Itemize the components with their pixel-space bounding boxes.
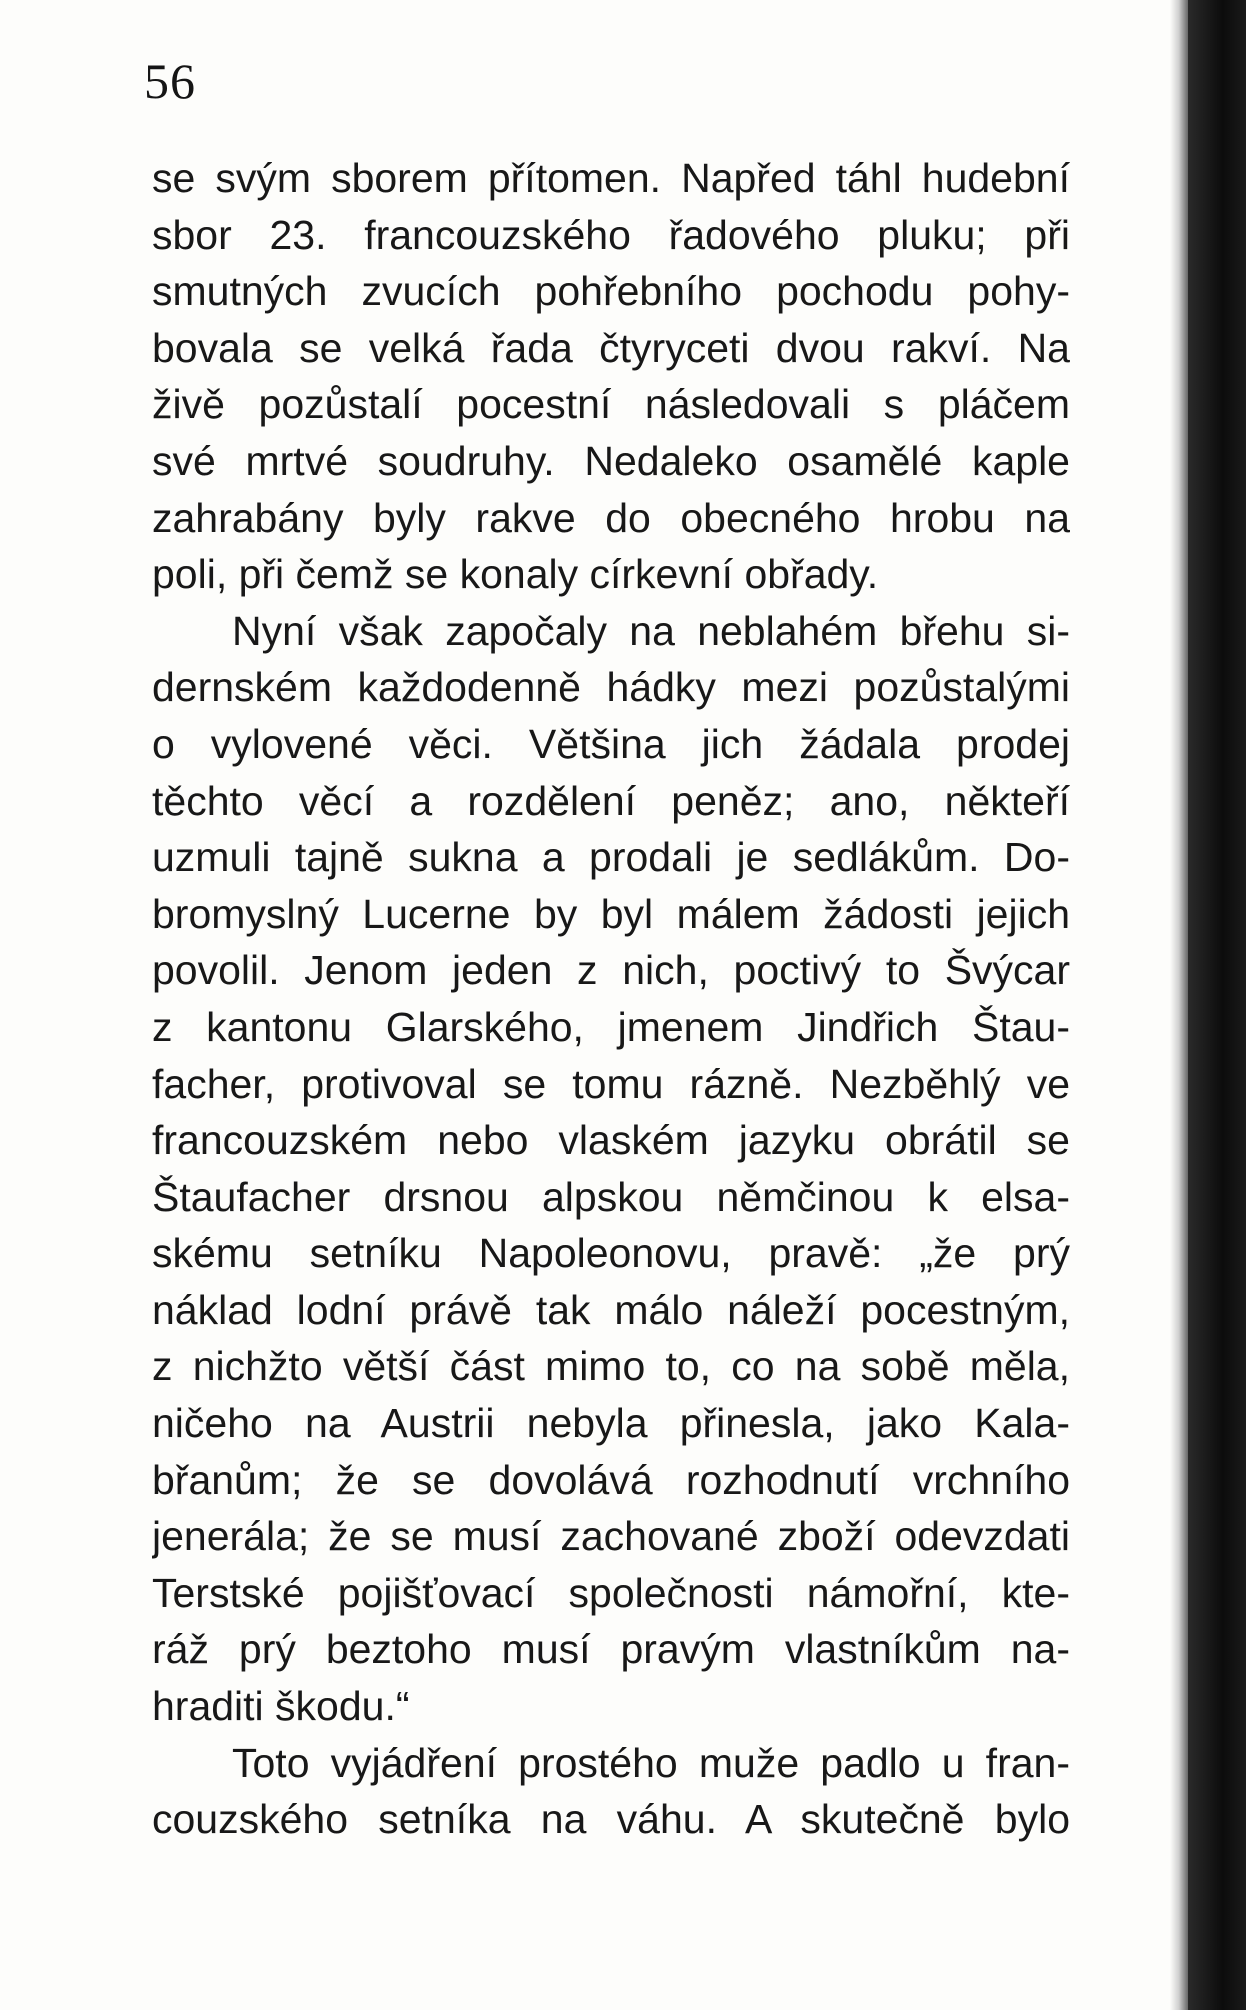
text-line: poli, při čemž se konaly církevní obřady. xyxy=(152,551,879,598)
text-line: povolil. Jenom jeden z nich, poctivý to Švýcar xyxy=(152,947,1070,994)
book-binding xyxy=(1188,0,1246,2010)
text-line: facher, protivoval se tomu rázně. Nezběhlý ve xyxy=(152,1060,1070,1107)
page-number: 56 xyxy=(144,53,196,109)
text-line: smutných zvucích pohřebního pochodu pohy- xyxy=(152,268,1070,315)
text-line: couzského setníka na váhu. A skutečně bylo xyxy=(152,1796,1070,1843)
text-line: dernském každodenně hádky mezi pozůstalými xyxy=(152,664,1070,711)
text-line: jenerála; že se musí zachované zboží odevzdati xyxy=(152,1513,1070,1560)
text-line: Nyní však započaly na neblahém břehu si- xyxy=(232,607,1070,654)
text-line: ráž prý beztoho musí pravým vlastníkům na- xyxy=(152,1626,1070,1673)
text-line: zahrabány byly rakve do obecného hrobu na xyxy=(152,494,1070,541)
text-line: ničeho na Austrii nebyla přinesla, jako Kala- xyxy=(152,1400,1070,1447)
text-line: sbor 23. francouzského řadového pluku; při xyxy=(152,211,1070,258)
text-line: o vylovené věci. Většina jich žádala prodej xyxy=(152,720,1070,767)
text-line: z kantonu Glarského, jmenem Jindřich Štau- xyxy=(152,1003,1070,1050)
text-line: své mrtvé soudruhy. Nedaleko osamělé kaple xyxy=(152,437,1070,484)
text-line: francouzském nebo vlaském jazyku obrátil se xyxy=(152,1117,1070,1164)
text-line: náklad lodní právě tak málo náleží pocestným, xyxy=(152,1286,1070,1333)
text-line: břanům; že se dovolává rozhodnutí vrchního xyxy=(152,1456,1070,1503)
text-line: bovala se velká řada čtyryceti dvou rakví. Na xyxy=(152,324,1070,371)
text-line: skému setníku Napoleonovu, pravě: „že prý xyxy=(152,1230,1070,1277)
body-text xyxy=(152,150,1070,1848)
text-line: živě pozůstalí pocestní následovali s pláčem xyxy=(152,381,1070,428)
text-line: uzmuli tajně sukna a prodali je sedlákům. Do- xyxy=(152,834,1070,881)
text-line: Štaufacher drsnou alpskou němčinou k elsa- xyxy=(152,1173,1070,1220)
text-line: z nichžto větší část mimo to, co na sobě měla, xyxy=(152,1343,1070,1390)
text-line: Terstské pojišťovací společnosti námořní, kte- xyxy=(152,1569,1070,1616)
text-line: Toto vyjádření prostého muže padlo u fran- xyxy=(232,1739,1070,1786)
text-line: se svým sborem přítomen. Napřed táhl hudební xyxy=(152,155,1070,201)
text-line: bromyslný Lucerne by byl málem žádosti jejich xyxy=(152,890,1070,937)
text-line: hraditi škodu.“ xyxy=(152,1683,410,1730)
text-line: těchto věcí a rozdělení peněz; ano, někteří xyxy=(152,777,1070,824)
